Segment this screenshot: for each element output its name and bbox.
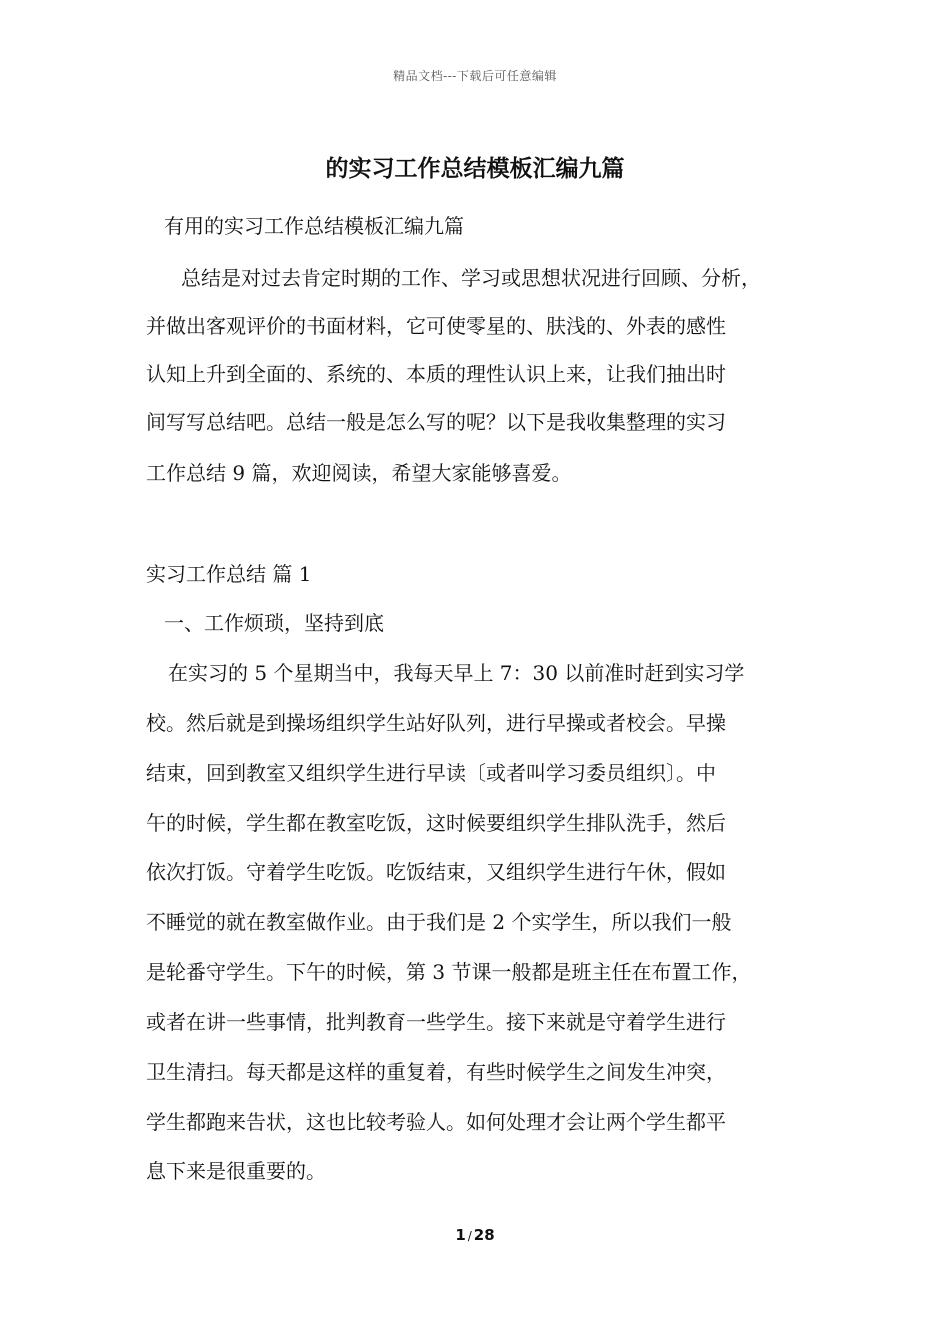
paragraph-line: 间写写总结吧。总结一般是怎么写的呢？以下是我收集整理的实习 bbox=[146, 410, 726, 434]
subtitle-line: 有用的实习工作总结模板汇编九篇 bbox=[164, 214, 464, 238]
paragraph-line: 午的时候，学生都在教室吃饭，这时候要组织学生排队洗手，然后 bbox=[146, 811, 726, 835]
paragraph-line: 总结是对过去肯定时期的工作、学习或思想状况进行回顾、分析， bbox=[181, 266, 761, 290]
section-heading: 实习工作总结 篇 1 bbox=[146, 562, 312, 586]
paragraph-line: 校。然后就是到操场组织学生站好队列，进行早操或者校会。早操 bbox=[146, 711, 726, 735]
total-pages: 28 bbox=[473, 1226, 495, 1244]
paragraph-line: 是轮番守学生。下午的时候，第 3 节课一般都是班主任在布置工作， bbox=[146, 960, 752, 984]
paragraph-line: 在实习的 5 个星期当中，我每天早上 7：30 以前准时赶到实习学 bbox=[168, 661, 745, 685]
paragraph-line: 并做出客观评价的书面材料，它可使零星的、肤浅的、外表的感性 bbox=[146, 314, 726, 338]
document-title: 的实习工作总结模板汇编九篇 bbox=[325, 155, 625, 182]
paragraph-line: 依次打饭。守着学生吃饭。吃饭结束，又组织学生进行午休，假如 bbox=[146, 860, 726, 884]
page-separator: / bbox=[467, 1229, 472, 1243]
paragraph-line: 认知上升到全面的、系统的、本质的理性认识上来，让我们抽出时 bbox=[146, 362, 726, 386]
paragraph-line: 或者在讲一些事情，批判教育一些学生。接下来就是守着学生进行 bbox=[146, 1010, 726, 1034]
page-number bbox=[0, 1226, 950, 1244]
header-note: 精品文档---下载后可任意编辑 bbox=[393, 69, 557, 83]
paragraph-line: 结束，回到教室又组织学生进行早读〔或者叫学习委员组织〕。中 bbox=[146, 761, 716, 785]
paragraph-line: 卫生清扫。每天都是这样的重复着，有些时候学生之间发生冲突， bbox=[146, 1060, 726, 1084]
paragraph-line: 工作总结 9 篇，欢迎阅读，希望大家能够喜爱。 bbox=[146, 461, 572, 485]
subsection-heading: 一、工作烦琐，坚持到底 bbox=[164, 611, 384, 635]
paragraph-line: 息下来是很重要的。 bbox=[146, 1159, 326, 1183]
current-page: 1 bbox=[455, 1226, 466, 1244]
paragraph-line: 不睡觉的就在教室做作业。由于我们是 2 个实学生，所以我们一般 bbox=[146, 910, 732, 934]
paragraph-line: 学生都跑来告状，这也比较考验人。如何处理才会让两个学生都平 bbox=[146, 1110, 726, 1134]
